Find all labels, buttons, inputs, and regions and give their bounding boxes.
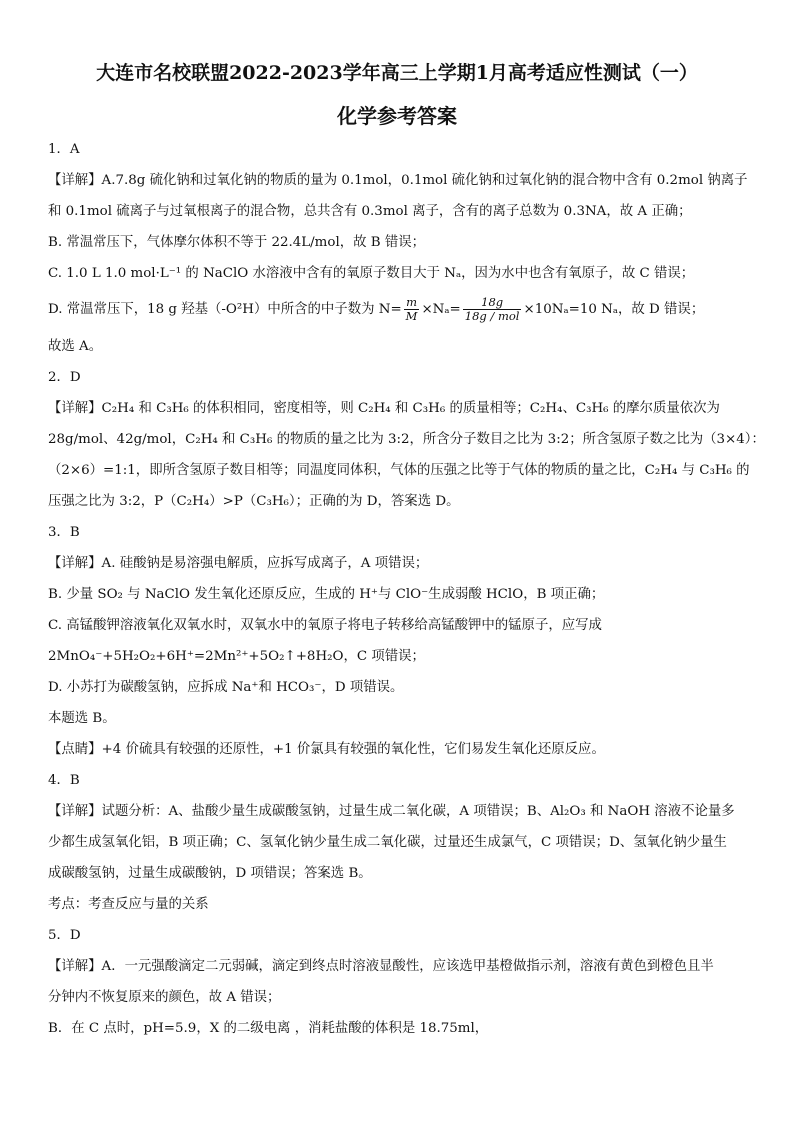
conclusion-line: 故选 A。 xyxy=(48,339,103,354)
text-line: 和 0.1mol 硫离子与过氧根离子的混合物，总共含有 0.3mol 离子，含有的离子总数为 0.3NA，故 A 正确； xyxy=(48,204,692,219)
text-line: （2×6）=1:1，即所含氢原子数目相等；同温度同体积，气体的压强之比等于气体的物质的量之比，C₂H₄ 与 C₃H₆ 的 xyxy=(48,463,750,478)
conclusion-line: 本题选 B。 xyxy=(48,711,116,726)
formula-mid: ×Nₐ= xyxy=(421,302,461,317)
text-line: 【详解】C₂H₄ 和 C₃H₆ 的体积相同，密度相等，则 C₂H₄ 和 C₃H₆ 的质量相等；C₂H₄、C₃H₆ 的摩尔质量依次为 xyxy=(48,401,720,416)
text-line: B．在 C 点时，pH=5.9，X 的二级电离 ，消耗盐酸的体积是 18.75ml， xyxy=(48,1021,489,1036)
text-line: 【详解】试题分析：A、盐酸少量生成碳酸氢钠，过量生成二氧化碳，A 项错误；B、Al₂O₃ 和 NaOH 溶液不论量多 xyxy=(48,804,735,819)
text-line: 压强之比为 3:2，P（C₂H₄）>P（C₃H₆）；正确的为 D，答案选 D。 xyxy=(48,494,460,509)
note-line: 【点睛】+4 价硫具有较强的还原性，+1 价氯具有较强的氧化性，它们易发生氧化还原反应。 xyxy=(48,742,605,757)
fraction-denominator: 18g / mol xyxy=(464,309,520,323)
text-line: 成碳酸氢钠，过量生成碳酸钠，D 项错误；答案选 B。 xyxy=(48,866,372,881)
text-line: 【详解】A. 硅酸钠是易溶强电解质，应拆写成离子，A 项错误； xyxy=(48,556,429,571)
fraction-denominator: M xyxy=(405,309,418,323)
document-subtitle: 化学参考答案 xyxy=(337,104,457,128)
document-title: 大连市名校联盟2022-2023学年高三上学期1月高考适应性测试（一） xyxy=(96,62,698,84)
text-line: 【详解】A.7.8g 硫化钠和过氧化钠的物质的量为 0.1mol，0.1mol 硫化钠和过氧化钠的混合物中含有 0.2mol 钠离子 xyxy=(48,173,748,188)
text-line: 28g/mol、42g/mol，C₂H₄ 和 C₃H₆ 的物质的量之比为 3:2，所含分子数目之比为 3:2；所含氢原子数之比为（3×4）： xyxy=(48,432,765,447)
equation-line: 2MnO₄⁻+5H₂O₂+6H⁺=2Mn²⁺+5O₂↑+8H₂O，C 项错误； xyxy=(48,649,425,664)
text-line: B. 常温常压下，气体摩尔体积不等于 22.4L/mol，故 B 错误； xyxy=(48,235,426,250)
fraction-mass-over-molar-mass xyxy=(463,296,522,323)
answer-number: 2．D xyxy=(48,370,81,385)
text-line: D. 小苏打为碳酸氢钠，应拆成 Na⁺和 HCO₃⁻，D 项错误。 xyxy=(48,680,404,695)
fraction-numerator: 18g xyxy=(463,296,522,310)
answer-number: 4．B xyxy=(48,773,80,788)
formula-prefix: D. 常温常压下，18 g 羟基（-O²H）中所含的中子数为 N= xyxy=(48,302,402,317)
note-line: 考点：考查反应与量的关系 xyxy=(48,897,209,912)
text-line: C. 高锰酸钾溶液氧化双氧水时，双氧水中的氧原子将电子转移给高锰酸钾中的锰原子，应写成 xyxy=(48,618,602,633)
answer-number: 3．B xyxy=(48,525,80,540)
answer-number: 5．D xyxy=(48,928,81,943)
formula-line xyxy=(48,296,750,323)
text-line: C. 1.0 L 1.0 mol·L⁻¹ 的 NaClO 水溶液中含有的氧原子数目大于 Nₐ，因为水中也含有氧原子，故 C 错误； xyxy=(48,266,695,281)
text-line: 少都生成氢氧化铝，B 项正确；C、氢氧化钠少量生成二氧化碳，过量还生成氯气，C 项错误；D、氢氧化钠少量生 xyxy=(48,835,727,850)
text-line: 【详解】A．一元强酸滴定二元弱碱，滴定到终点时溶液显酸性，应该选甲基橙做指示剂，溶液有黄色到橙色且半 xyxy=(48,959,714,974)
answer-number: 1．A xyxy=(48,142,80,157)
fraction-numerator: m xyxy=(404,296,420,310)
formula-suffix: ×10Nₐ=10 Nₐ，故 D 错误； xyxy=(523,302,705,317)
text-line: B. 少量 SO₂ 与 NaClO 发生氧化还原反应，生成的 H⁺与 ClO⁻生成弱酸 HClO，B 项正确； xyxy=(48,587,605,602)
fraction-m-over-M xyxy=(404,296,420,323)
text-line: 分钟内不恢复原来的颜色，故 A 错误； xyxy=(48,990,281,1005)
